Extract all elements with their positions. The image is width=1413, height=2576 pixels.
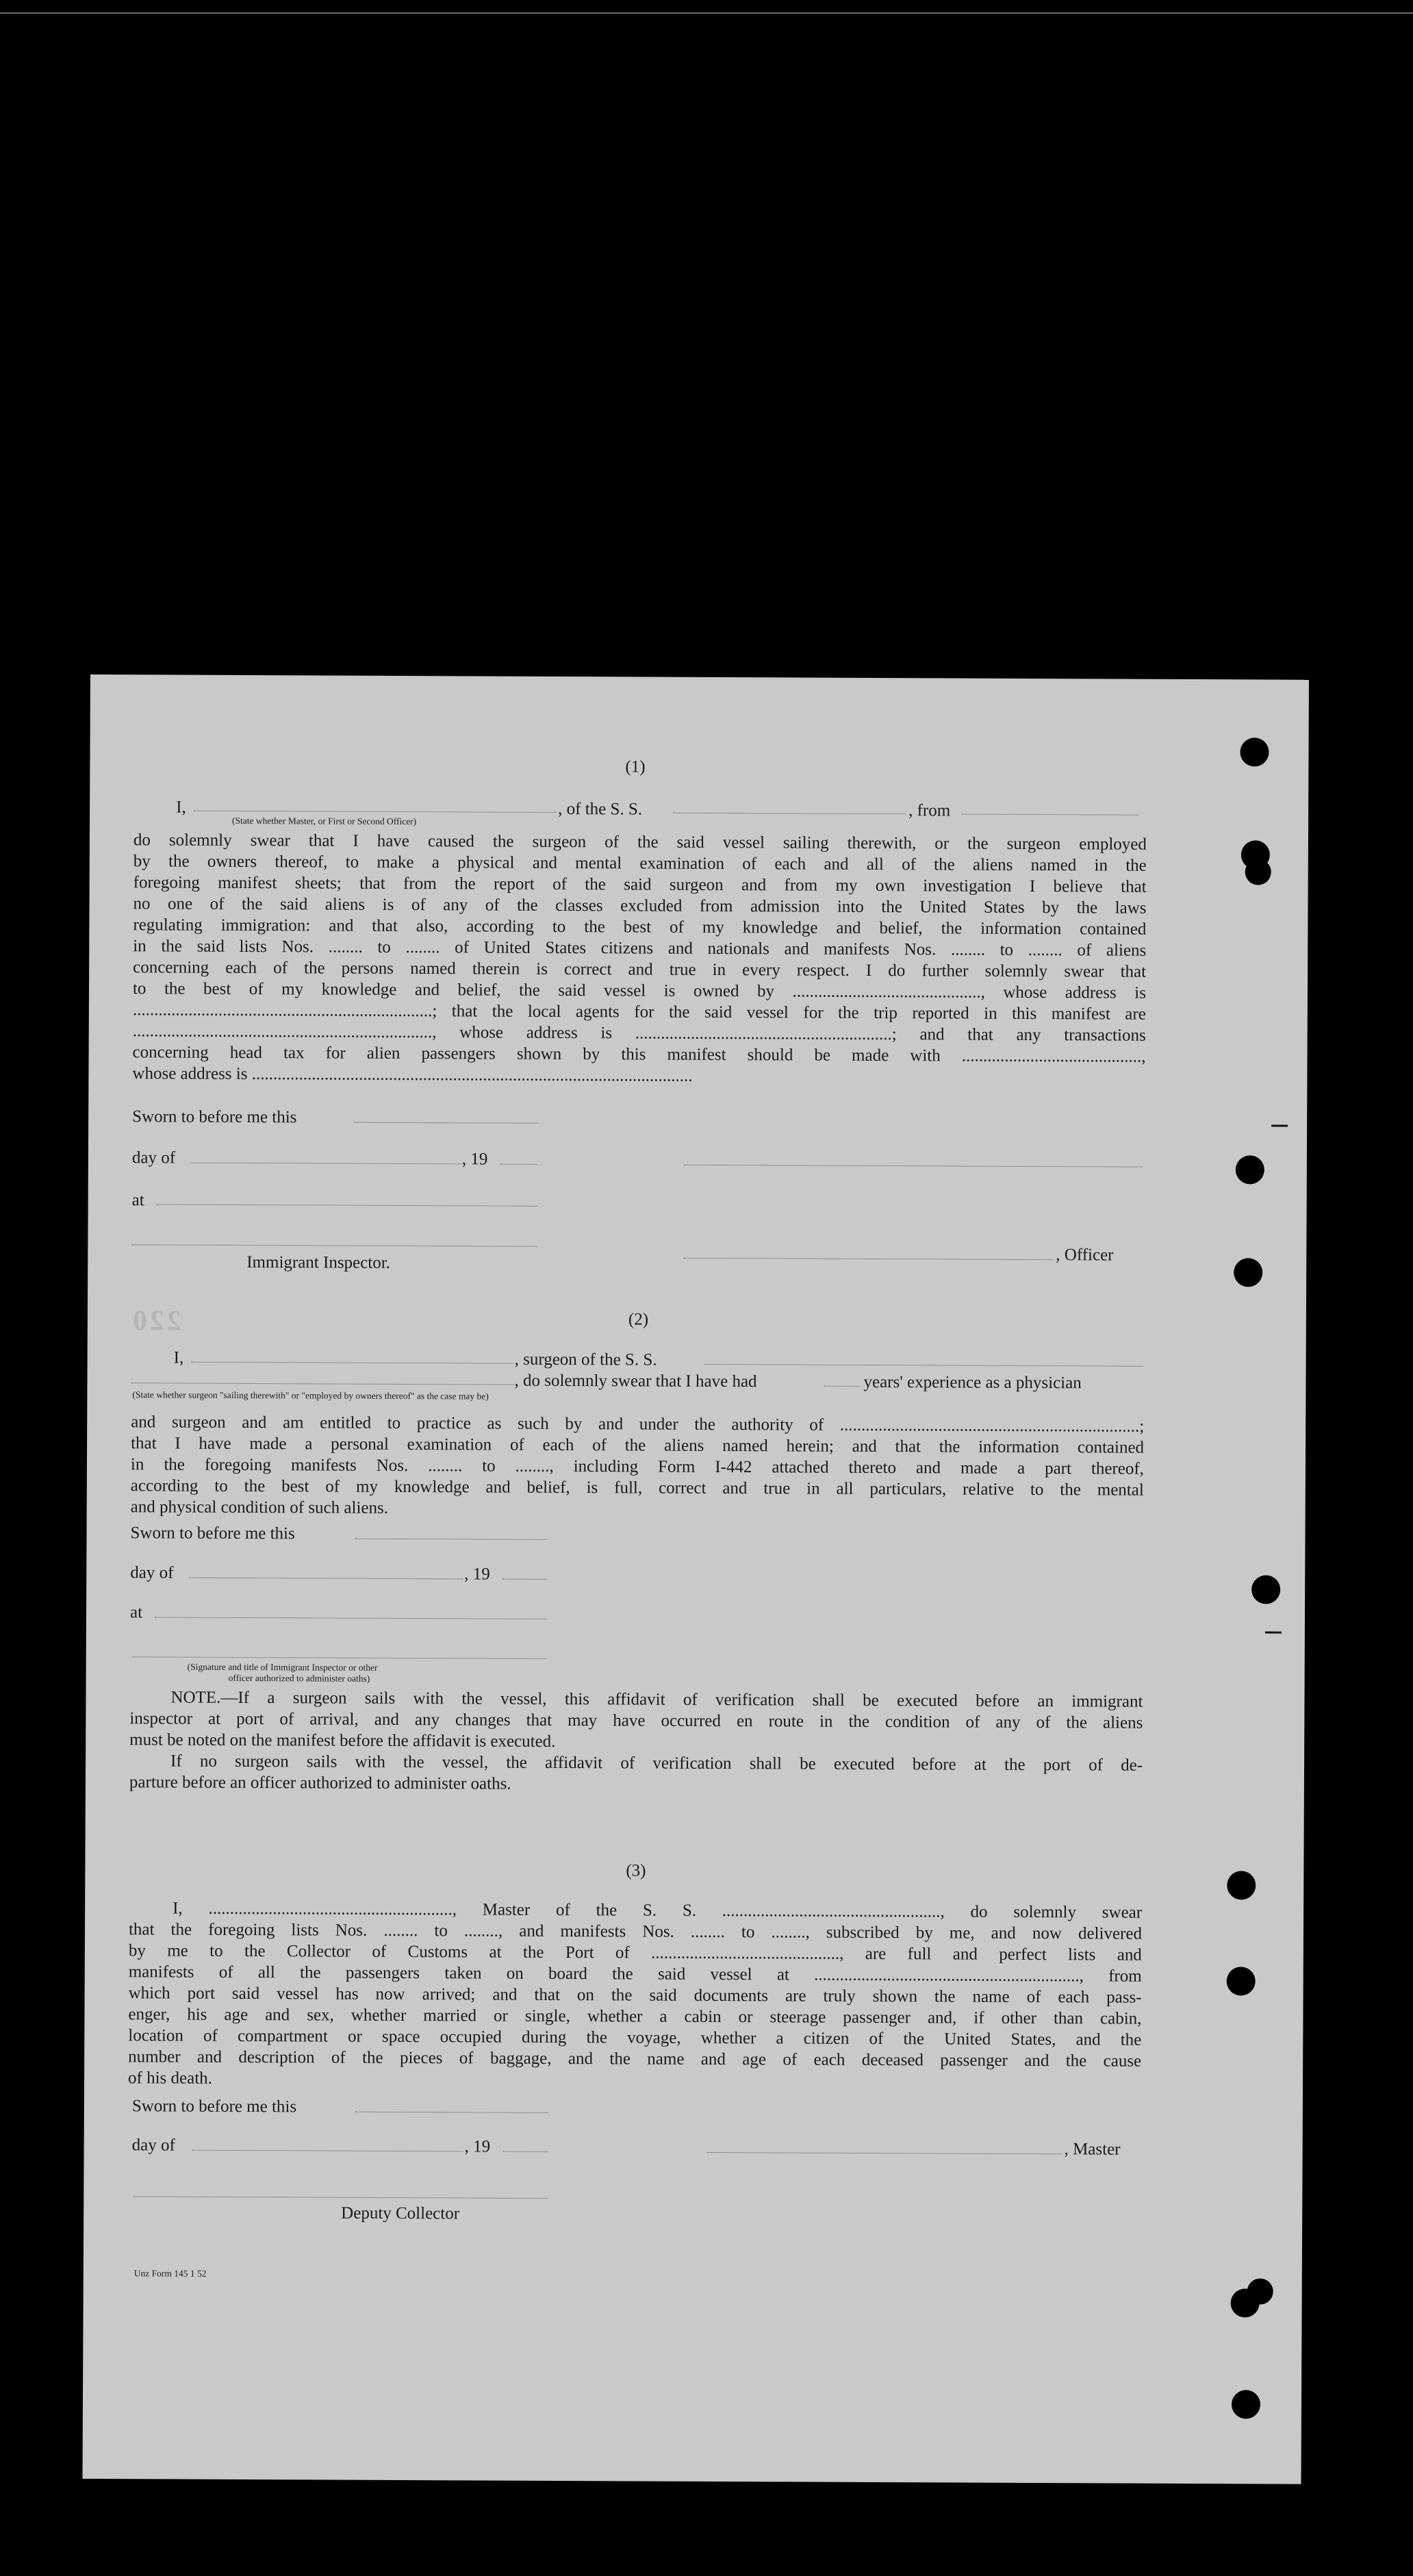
section-2-at: at <box>129 1603 143 1622</box>
body-line: by me to the Collector of Customs at the Port of ............................................, are full and perfect lists and <box>128 1941 1142 1965</box>
top-edge-line <box>0 12 1413 14</box>
body-line: concerning head tax for alien passengers shown by this manifest should be made with .........................................., <box>132 1043 1146 1066</box>
vessel-name-field <box>673 813 906 814</box>
note-line: must be noted on the manifest before the affidavit is executed. <box>129 1730 556 1751</box>
section-2-day-of: day of <box>130 1563 174 1582</box>
section-2-year: , 19 <box>464 1565 490 1584</box>
solemnly-label: , do solemnly swear that I have had <box>514 1371 757 1391</box>
punch-hole <box>1227 1967 1256 1995</box>
body-line: number and description of the pieces of baggage, and the name and age of each deceased passenger and the cause <box>128 2047 1142 2071</box>
body-line: regulating immigration: and that also, according to the best of my knowledge and belief, the information contained <box>133 916 1147 939</box>
punch-hole <box>1240 737 1269 766</box>
body-line: to the best of my knowledge and belief, the said vessel is owned by ............................................, whose address is <box>132 979 1147 1002</box>
body-line: I, ........................................................., Master of the S. S. ..................................................., do solemnly swear <box>173 1899 1143 1922</box>
years-field <box>824 1386 859 1387</box>
of-ss-label: , of the S. S. <box>558 799 643 819</box>
signature-field <box>684 1165 1143 1167</box>
section-1-day-of: day of <box>131 1148 176 1167</box>
note-line: If no surgeon sails with the vessel, the affidavit of verification shall be executed before at the port of de- <box>170 1752 1143 1775</box>
punch-hole <box>1236 1155 1264 1184</box>
inspector-signature-field <box>133 1656 546 1659</box>
deputy-collector-label: Deputy Collector <box>341 2204 460 2223</box>
signature-note-2: officer authorized to administer oaths) <box>228 1672 370 1684</box>
place-field <box>155 1617 546 1619</box>
body-line: in the said lists Nos. ........ to ........ of United States citizens and nationals and manifests Nos. ........ to ........ of aliens <box>133 937 1147 960</box>
section-3-year: , 19 <box>464 2137 491 2156</box>
section-2-number: (2) <box>628 1310 649 1329</box>
immigrant-inspector-label: Immigrant Inspector. <box>246 1253 390 1272</box>
surgeon-vessel-field <box>705 1364 1143 1367</box>
day-field <box>191 1163 461 1165</box>
body-line: that I have made a personal examination of each of the aliens named herein; and that the information contained <box>131 1434 1145 1457</box>
punch-hole <box>1227 1871 1256 1899</box>
year-field <box>500 1164 537 1165</box>
sworn-date-field <box>355 2112 548 2113</box>
form-number: Unz Form 145 1 52 <box>133 2268 207 2279</box>
place-field <box>157 1204 537 1206</box>
body-line: location of compartment or space occupied during the voyage, whether a citizen of the United States, and the <box>128 2026 1142 2049</box>
body-line: according to the best of my knowledge and belief, is full, correct and true in all particulars, relative to the mental <box>130 1476 1144 1500</box>
margin-mark <box>1265 1632 1282 1634</box>
master-signature-field <box>707 2152 1062 2154</box>
section-2-sworn-label: Sworn to before me this <box>130 1524 295 1543</box>
body-line: and surgeon and am entitled to practice as such by and under the authority of ......................................................................; <box>131 1413 1145 1436</box>
section-1-i-label: I, <box>176 798 186 817</box>
body-line: concerning each of the persons named therein is correct and true in every respect. I do further solemnly swear that <box>133 958 1147 981</box>
year-field <box>502 1579 546 1580</box>
body-line: and physical condition of such aliens. <box>130 1498 389 1517</box>
surgeon-field-note: (State whether surgeon "sailing therewith" or "employed by owners thereof" as the case may be) <box>132 1389 489 1402</box>
note-line: inspector at port of arrival, and any changes that may have occurred en route in the condition of any of the aliens <box>129 1709 1143 1732</box>
punch-hole <box>1251 1575 1280 1604</box>
section-2-body <box>131 1411 1145 1521</box>
master-label: , Master <box>1064 2140 1121 2159</box>
section-1-number: (1) <box>625 757 646 776</box>
year-field <box>503 2151 548 2152</box>
manifest-affidavit-page <box>83 674 1309 2484</box>
body-line: of his death. <box>127 2069 213 2088</box>
note-line: NOTE.—If a surgeon sails with the vessel, this affidavit of verification shall be executed before an immigrant <box>170 1688 1143 1711</box>
sworn-date-field <box>354 1122 537 1124</box>
punch-hole <box>1247 2278 1273 2304</box>
surgeon-of-label: , surgeon of the S. S. <box>514 1350 657 1369</box>
surgeon-name-field <box>192 1362 513 1364</box>
day-field <box>189 1578 463 1580</box>
inspector-signature-field <box>131 1244 537 1247</box>
body-line: by the owners thereof, to make a physical and mental examination of each and all of the aliens named in the <box>133 852 1147 875</box>
surgeon-type-field <box>131 1382 514 1385</box>
bleed-through-stamp: 220 <box>129 1305 181 1337</box>
section-2-note <box>129 1687 1143 1797</box>
section-1-body <box>132 829 1147 1088</box>
punch-hole <box>1234 1258 1262 1287</box>
section-1-at: at <box>131 1191 144 1210</box>
section-1-sworn-label: Sworn to before me this <box>132 1107 297 1127</box>
body-line: in the foregoing manifests Nos. ........ to ........, including Form I-442 attached thereto and made a part thereof, <box>130 1455 1145 1478</box>
sworn-date-field <box>355 1539 546 1540</box>
margin-mark <box>1271 1125 1288 1127</box>
note-line: parture before an officer authorized to administer oaths. <box>129 1773 511 1793</box>
body-line: that the foregoing lists Nos. ........ to ........, and manifests Nos. ........ to ........, subscribed by me, and now delivered <box>128 1920 1143 1943</box>
body-line: ......................................................................; that the local agents for the said vessel for the trip reported in this manifest are <box>132 1000 1146 1024</box>
section-3-number: (3) <box>626 1861 646 1880</box>
body-line: manifests of all the passengers taken on board the said vessel at .............................................................., from <box>128 1962 1142 1986</box>
officer-label: , Officer <box>1056 1246 1114 1265</box>
punch-hole <box>1232 2390 1260 2419</box>
section-3-body <box>128 1897 1142 2093</box>
officer-signature-field <box>683 1258 1053 1260</box>
from-port-field <box>962 814 1138 816</box>
body-line: whose address is ....................................................................................................... <box>132 1064 693 1085</box>
body-line: no one of the said aliens is of any of the classes excluded from admission into the United States by the laws <box>133 894 1147 918</box>
body-line: enger, his age and sex, whether married or single, whether a cabin or steerage passenger and, if other than cabin, <box>128 2005 1142 2028</box>
body-line: do solemnly swear that I have caused the surgeon of the said vessel sailing therewith, or the surgeon employed <box>133 831 1147 854</box>
section-3-day-of: day of <box>131 2136 175 2155</box>
day-field <box>192 2150 463 2152</box>
master-field-note: (State whether Master, or First or Second Officer) <box>232 815 417 827</box>
from-label: , from <box>908 801 951 820</box>
body-line: foregoing manifest sheets; that from the report of the said surgeon and from my own investigation I believe that <box>133 873 1147 896</box>
master-name-field <box>194 811 557 813</box>
collector-signature-field <box>133 2196 548 2199</box>
punch-hole <box>1245 859 1271 885</box>
body-line: which port said vessel has now arrived; and that on the said documents are truly shown the name of each pass- <box>128 1984 1142 2007</box>
section-1-year: , 19 <box>461 1150 488 1169</box>
signature-note-1: (Signature and title of Immigrant Inspector or other <box>187 1661 378 1673</box>
section-3-sworn-label: Sworn to before me this <box>131 2097 297 2117</box>
body-line: ......................................................................, whose address is ............................................................; and that any transactions <box>132 1022 1146 1045</box>
years-label: years' experience as a physician <box>863 1372 1082 1393</box>
section-2-i-label: I, <box>173 1348 184 1367</box>
